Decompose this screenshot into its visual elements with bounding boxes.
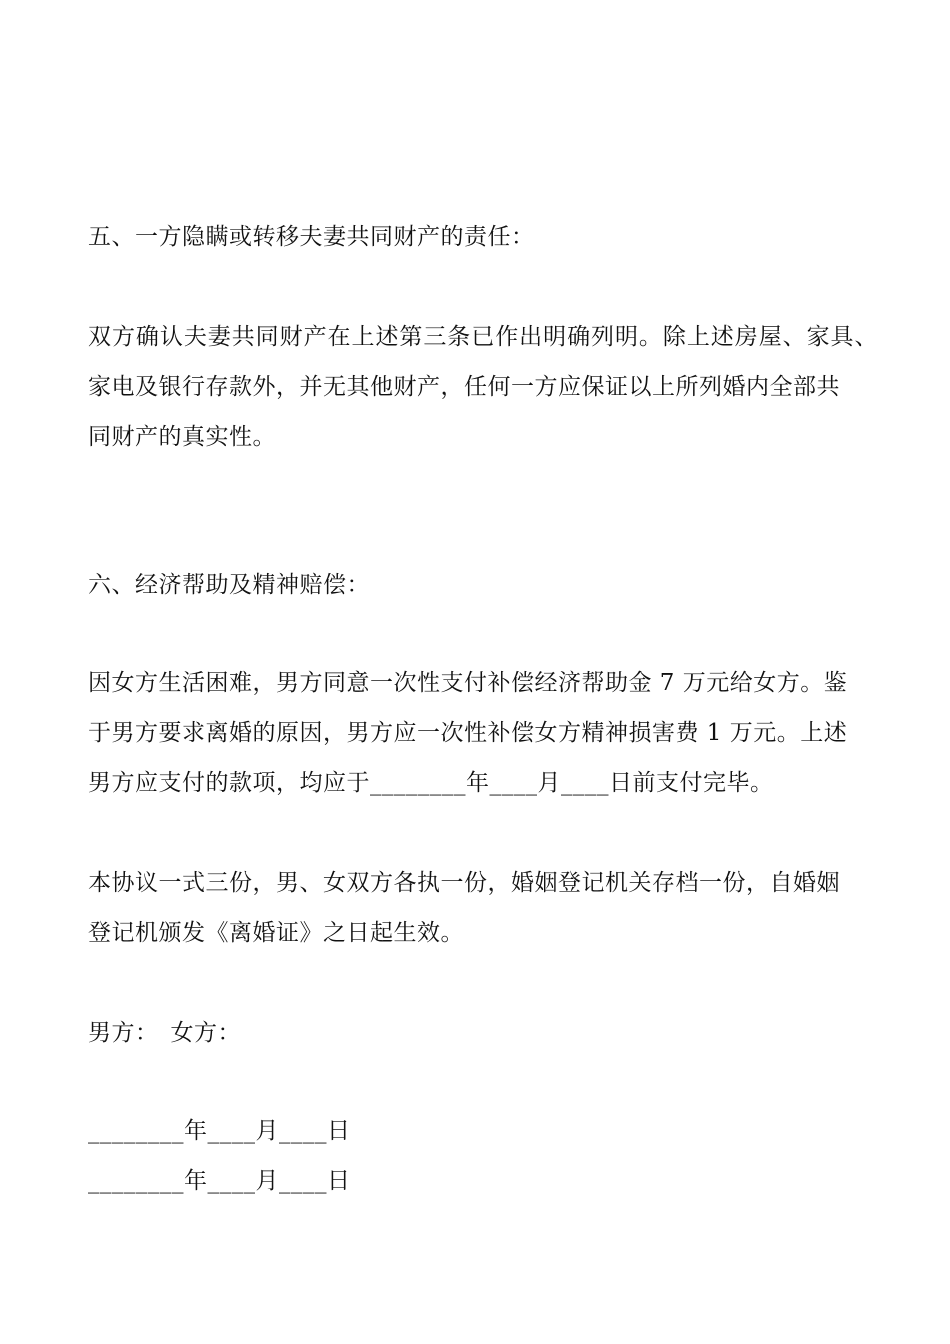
section5-heading: 五、一方隐瞒或转移夫妻共同财产的责任： [88,224,535,250]
section6-line-1: 因女方生活困难，男方同意一次性支付补偿经济帮助金 7 万元给女方。鉴 [88,670,848,696]
section6-heading: 六、经济帮助及精神赔偿： [88,572,370,598]
section6-line-2: 于男方要求离婚的原因，男方应一次性补偿女方精神损害费 1 万元。上述 [88,720,848,746]
signature-labels: 男方： 女方： [88,1020,241,1046]
effect-line-1: 本协议一式三份，男、女双方各执一份，婚姻登记机关存档一份，自婚姻 [88,870,840,896]
section5-line-3: 同财产的真实性。 [88,424,276,450]
effect-line-2: 登记机颁发《离婚证》之日起生效。 [88,920,464,946]
section6-line-3: 男方应支付的款项，均应于________年____月____日前支付完毕。 [88,770,774,796]
section5-line-2: 家电及银行存款外，并无其他财产，任何一方应保证以上所列婚内全部共 [88,374,840,400]
date-line-2: ________年____月____日 [88,1168,351,1194]
section5-line-1: 双方确认夫妻共同财产在上述第三条已作出明确列明。除上述房屋、家具、 [88,324,878,350]
date-line-1: ________年____月____日 [88,1118,351,1144]
